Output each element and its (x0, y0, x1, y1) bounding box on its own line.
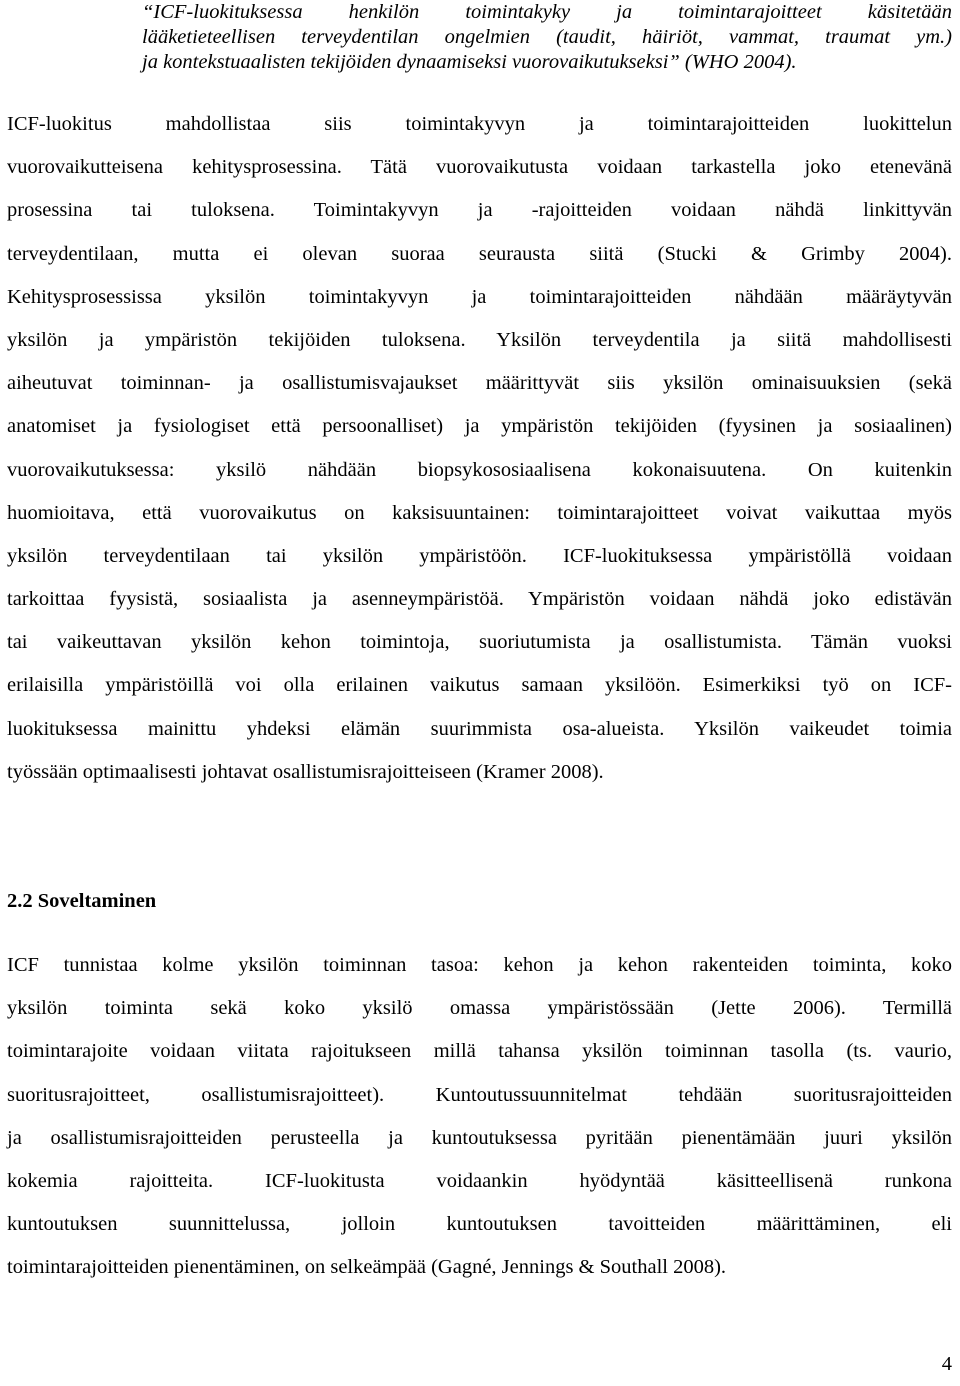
paragraph-icf-classification (7, 103, 952, 794)
paragraph-line: vuorovaikutteisena kehitysprosessina. Tätä vuorovaikutusta voidaan tarkastella joko etenevänä (7, 156, 952, 179)
paragraph-application (7, 944, 952, 1290)
quote-line: “ICF-luokituksessa henkilön toimintakyky ja toimintarajoitteet käsitetään (142, 1, 952, 23)
paragraph-line: tarkoittaa fyysistä, sosiaalista ja asenneympäristöä. Ympäristön voidaan nähdä joko edistävän (7, 588, 952, 611)
paragraph-line: vuorovaikutuksessa: yksilö nähdään biopsykososiaalisena kokonaisuutena. On kuitenkin (7, 458, 952, 481)
paragraph-line: Kehitysprosessissa yksilön toimintakyvyn ja toimintarajoitteiden nähdään määräytyvän (7, 285, 952, 308)
paragraph-line: ICF-luokitus mahdollistaa siis toimintakyvyn ja toimintarajoitteiden luokittelun (7, 113, 952, 135)
quote-line: ja kontekstuaalisten tekijöiden dynaamiseksi vuorovaikutukseksi” (WHO 2004). (142, 51, 797, 73)
paragraph-line: yksilön terveydentilaan tai yksilön ympäristöön. ICF-luokituksessa ympäristöllä voidaan (7, 544, 952, 567)
paragraph-line: yksilön ja ympäristön tekijöiden tuloksena. Yksilön terveydentila ja siitä mahdollisesti (7, 328, 952, 351)
paragraph-line: työssään optimaalisesti johtavat osallistumisrajoitteiseen (Kramer 2008). (7, 760, 604, 783)
paragraph-line: huomioitava, että vuorovaikutus on kaksisuuntainen: toimintarajoitteet voivat vaikuttaa myös (7, 501, 952, 524)
paragraph-line: erilaisilla ympäristöillä voi olla erilainen vaikutus samaan yksilöön. Esimerkiksi työ on ICF- (7, 674, 952, 697)
paragraph-line: toimintarajoite voidaan viitata rajoitukseen millä tahansa yksilön toiminnan tasolla (ts. vaurio, (7, 1040, 952, 1063)
paragraph-line: yksilön toiminta sekä koko yksilö omassa ympäristössään (Jette 2006). Termillä (7, 997, 952, 1020)
paragraph-line: terveydentilaan, mutta ei olevan suoraa seurausta siitä (Stucki & Grimby 2004). (7, 242, 952, 265)
paragraph-line: prosessina tai tuloksena. Toimintakyvyn ja -rajoitteiden voidaan nähdä linkittyvän (7, 199, 952, 222)
paragraph-line: ICF tunnistaa kolme yksilön toiminnan tasoa: kehon ja kehon rakenteiden toiminta, koko (7, 954, 952, 976)
section-heading: 2.2 Soveltaminen (7, 890, 157, 912)
paragraph-line: kuntoutuksen suunnittelussa, jolloin kuntoutuksen tavoitteiden määrittäminen, eli (7, 1213, 952, 1236)
paragraph-line: kokemia rajoitteita. ICF-luokitusta voidaankin hyödyntää käsitteellisenä runkona (7, 1169, 952, 1192)
paragraph-line: suoritusrajoitteet, osallistumisrajoitteet). Kuntoutussuunnitelmat tehdään suoritusrajoitteiden (7, 1083, 952, 1106)
paragraph-line: ja osallistumisrajoitteiden perusteella ja kuntoutuksessa pyritään pienentämään juuri yksilön (7, 1126, 952, 1149)
paragraph-line: luokituksessa mainittu yhdeksi elämän suurimmista osa-alueista. Yksilön vaikeudet toimia (7, 717, 952, 740)
page-number: 4 (941, 1353, 952, 1375)
paragraph-line: toimintarajoitteiden pienentäminen, on selkeämpää (Gagné, Jennings & Southall 2008). (7, 1256, 727, 1279)
paragraph-line: anatomiset ja fysiologiset että persoonalliset) ja ympäristön tekijöiden (fyysinen ja sosiaalinen) (7, 415, 952, 438)
quote-line: lääketieteellisen terveydentilan ongelmien (taudit, häiriöt, vammat, traumat ym.) (142, 26, 952, 48)
block-quote (142, 0, 952, 75)
paragraph-line: aiheutuvat toiminnan- ja osallistumisvajaukset määrittyvät siis yksilön ominaisuuksien (sekä (7, 372, 952, 395)
paragraph-line: tai vaikeuttavan yksilön kehon toimintoja, suoriutumista ja osallistumista. Tämän vuoksi (7, 631, 952, 654)
